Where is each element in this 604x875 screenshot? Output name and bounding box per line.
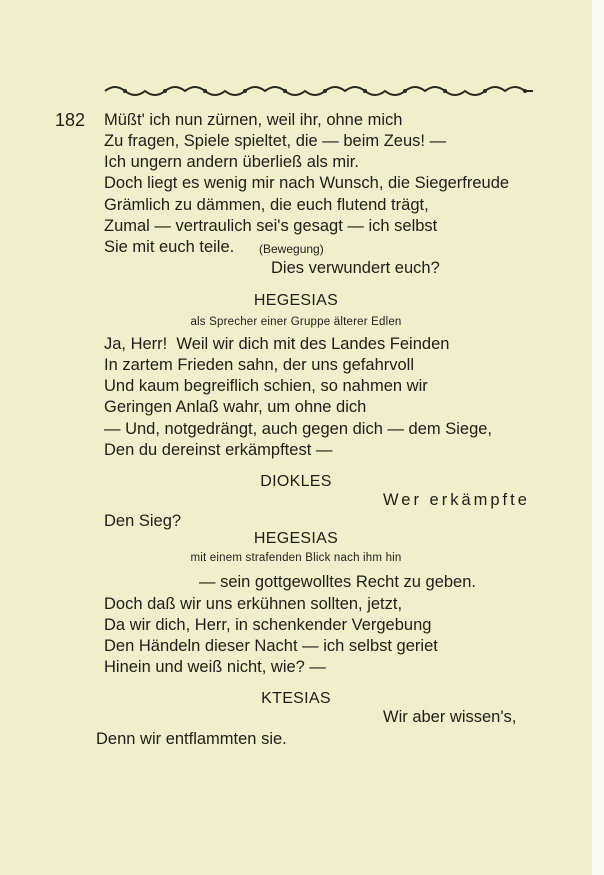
verse-line: — Und, notgedrängt, auch gegen dich — dem Siege,	[104, 420, 492, 438]
verse-line: Den Sieg?	[104, 512, 182, 530]
verse-line: Denn wir entflammten sie.	[96, 730, 287, 748]
stage-direction: mit einem strafenden Blick nach ihm hin	[190, 552, 402, 564]
verse-line: Den Händeln dieser Nacht — ich selbst geriet	[104, 637, 438, 655]
verse-line: Den du dereinst erkämpftest —	[104, 441, 333, 459]
speaker-name: HEGESIAS	[253, 530, 339, 547]
verse-line: Zumal — vertraulich sei's gesagt — ich selbst	[104, 217, 438, 235]
verse-line: — sein gottgewolltes Recht zu geben.	[199, 573, 476, 591]
verse-line: Doch daß wir uns erkühnen sollten, jetzt,	[104, 595, 403, 613]
stage-direction: als Sprecher einer Gruppe älterer Edlen	[190, 316, 402, 328]
verse-line: Grämlich zu dämmen, die euch flutend trägt,	[104, 196, 429, 214]
verse-line: Wer erkämpfte	[383, 491, 530, 509]
verse-line: Und kaum begreiflich schien, so nahmen wir	[104, 377, 428, 395]
verse-line: Dies verwundert euch?	[271, 259, 440, 277]
verse-line: Geringen Anlaß wahr, um ohne dich	[104, 398, 367, 416]
speaker-name: HEGESIAS	[253, 292, 339, 309]
page-number: 182	[55, 110, 86, 130]
stage-direction-inline: (Bewegung)	[259, 242, 324, 256]
verse-line: Ja, Herr! Weil wir dich mit des Landes Feinden	[104, 335, 450, 353]
page-edge	[592, 0, 604, 875]
verse-line: Wir aber wissen's,	[383, 708, 517, 726]
speaker-name: DIOKLES	[260, 473, 332, 490]
speaker-name: KTESIAS	[261, 690, 331, 707]
verse-line: Müßt' ich nun zürnen, weil ihr, ohne mich	[104, 111, 403, 129]
verse-line: Sie mit euch teile.	[104, 238, 235, 256]
verse-line: Hinein und weiß nicht, wie? —	[104, 658, 326, 676]
verse-line: Zu fragen, Spiele spieltet, die — beim Zeus! —	[104, 132, 447, 150]
decorative-border-ornament	[103, 82, 535, 100]
verse-line: In zartem Frieden sahn, der uns gefahrvoll	[104, 356, 414, 374]
verse-line: Doch liegt es wenig mir nach Wunsch, die Siegerfreude	[104, 174, 510, 192]
verse-line: Ich ungern andern überließ als mir.	[104, 153, 359, 171]
verse-line: Da wir dich, Herr, in schenkender Vergebung	[104, 616, 432, 634]
